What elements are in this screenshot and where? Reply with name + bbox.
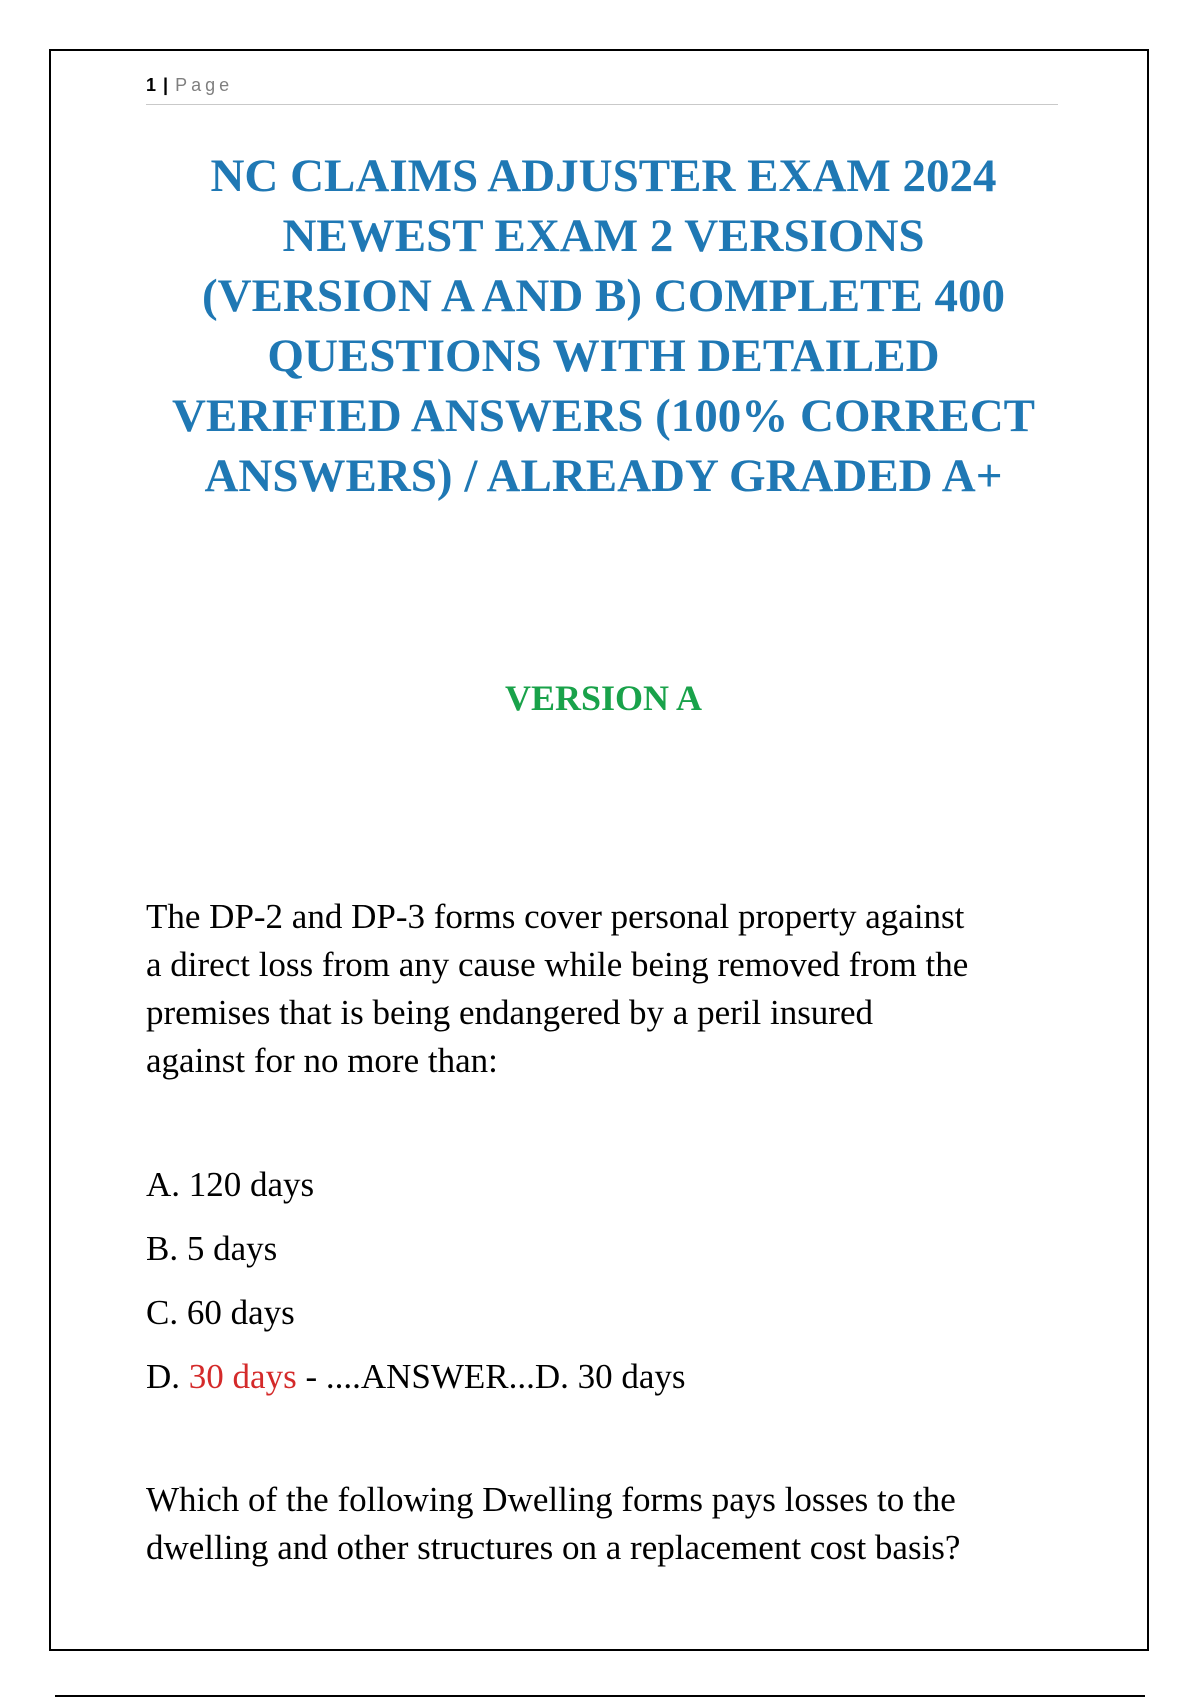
page-label: Page [175,75,234,95]
version-heading: VERSION A [504,678,703,718]
question-1-options [146,1161,1076,1417]
option-d-prefix: D. [146,1357,189,1396]
title-line: (VERSION A AND B) COMPLETE 400 [201,270,1006,322]
option-b: B. 5 days [146,1229,278,1268]
question-line: premises that is being endangered by a peril insured [146,993,874,1032]
document-title [136,146,1071,506]
page-separator: | [163,75,169,95]
title-line: NEWEST EXAM 2 VERSIONS [282,210,925,262]
option-d-answer: - ....ANSWER...D. 30 days [296,1357,686,1396]
option-d [146,1353,1076,1417]
title-line: VERIFIED ANSWERS (100% CORRECT [171,390,1036,442]
question-line: The DP-2 and DP-3 forms cover personal property against [146,897,965,936]
question-1-text [146,893,1076,1085]
question-line: a direct loss from any cause while being removed from the [146,945,969,984]
page-number: 1 [146,75,157,95]
option-a: A. 120 days [146,1165,315,1204]
question-line: Which of the following Dwelling forms pays losses to the [146,1480,956,1519]
question-2-text [146,1476,1076,1572]
title-line: ANSWERS) / ALREADY GRADED A+ [204,450,1003,502]
question-line: against for no more than: [146,1041,498,1080]
page-frame [49,49,1149,1651]
page-header [146,74,1058,105]
title-line: NC CLAIMS ADJUSTER EXAM 2024 [210,150,997,202]
option-d-highlight: 30 days [188,1357,297,1396]
title-line: QUESTIONS WITH DETAILED [267,330,940,382]
option-c: C. 60 days [146,1293,295,1332]
bottom-rule [55,1695,1145,1697]
question-line: dwelling and other structures on a replacement cost basis? [146,1528,961,1567]
